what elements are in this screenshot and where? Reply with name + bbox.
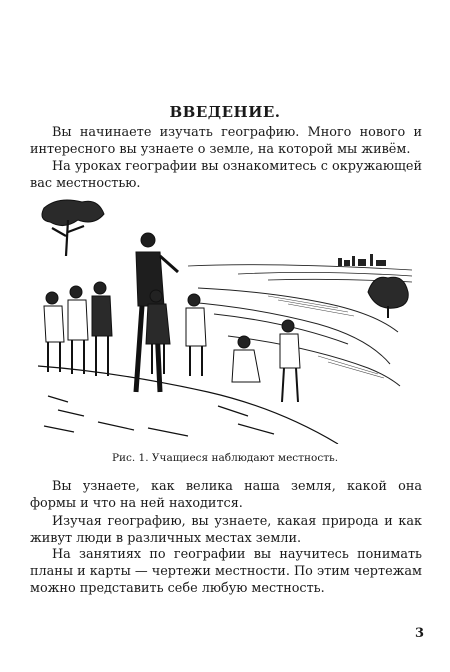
- figure-caption: Рис. 1. Учащиеся наблюдают местность.: [111, 452, 339, 464]
- paragraph-4: Изучая географию, вы узнаете, какая природа и как живут люди в различных местах земли.: [30, 514, 422, 546]
- tree-right: [368, 277, 408, 318]
- paragraph-5: На занятиях по географии вы научитесь понимать планы и карты — чертежи местности. По этим чертежам можно представить себе любую местность.: [30, 547, 422, 596]
- tree-left: [42, 200, 104, 256]
- distant-town: [338, 254, 386, 266]
- paragraph-2: На уроках географии вы ознакомитесь с окружающей вас местностью.: [30, 159, 422, 191]
- foreground-hill: [38, 366, 338, 444]
- page-number: 3: [414, 626, 424, 641]
- paragraph-3: Вы узнаете, как велика наша земля, какой она формы и что на ней находится.: [30, 479, 422, 511]
- paragraph-1: Вы начинаете изучать географию. Много нового и интересного вы узнаете о земле, на которой мы живём.: [30, 125, 422, 157]
- figure-illustration: [38, 196, 412, 444]
- chapter-heading: ВВЕДЕНИЕ.: [169, 103, 281, 121]
